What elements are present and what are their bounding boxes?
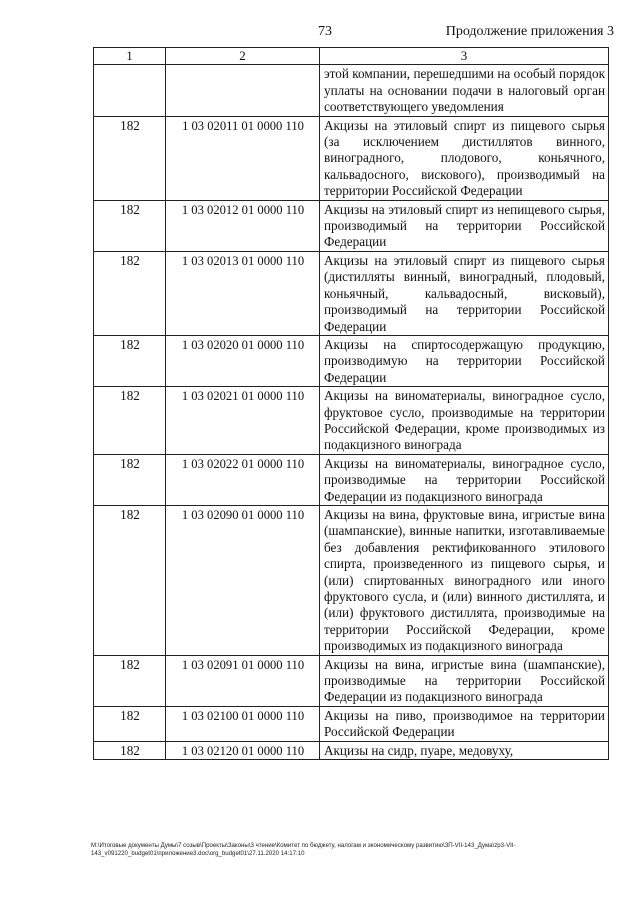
continuation-label: Продолжение приложения 3 xyxy=(445,24,614,39)
footer-line-2: 143_v091220_budget01\приложение3.doc\org_budget01\27.11.2020 14:17:10 xyxy=(91,850,305,857)
admin-code-cell: 182 xyxy=(94,706,166,741)
budget-code-cell xyxy=(166,65,320,116)
column-header-2: 2 xyxy=(166,48,320,65)
admin-code-cell: 182 xyxy=(94,741,166,759)
budget-code-cell: 1 03 02020 01 0000 110 xyxy=(166,335,320,386)
table-row xyxy=(94,116,609,200)
admin-code-cell: 182 xyxy=(94,200,166,251)
budget-code-cell: 1 03 02100 01 0000 110 xyxy=(166,706,320,741)
table-row xyxy=(94,706,609,741)
admin-code-cell: 182 xyxy=(94,335,166,386)
description-cell: Акцизы на пиво, производимое на территории Российской Федерации xyxy=(320,706,609,741)
admin-code-cell: 182 xyxy=(94,655,166,706)
table-row xyxy=(94,655,609,706)
column-header-3: 3 xyxy=(320,48,609,65)
description-cell: Акцизы на этиловый спирт из пищевого сырья (дистилляты винный, виноградный, плодовый, коньячный, кальвадосный, висковый), производимый на территории Российской Федерации xyxy=(320,251,609,335)
footer-line-1: M:\Итоговые документы Думы\7 созыв\Проекты\Законы\3 чтение\Комитет по бюджету, налогам и экономическому развитию\ЗП-VII-143_Дума\zp3-VII- xyxy=(91,842,516,849)
budget-code-cell: 1 03 02022 01 0000 110 xyxy=(166,454,320,505)
table-row xyxy=(94,335,609,386)
table-row xyxy=(94,200,609,251)
budget-code-cell: 1 03 02012 01 0000 110 xyxy=(166,200,320,251)
admin-code-cell: 182 xyxy=(94,251,166,335)
budget-code-cell: 1 03 02091 01 0000 110 xyxy=(166,655,320,706)
budget-codes-table xyxy=(93,47,609,760)
budget-code-cell: 1 03 02090 01 0000 110 xyxy=(166,505,320,655)
admin-code-cell: 182 xyxy=(94,116,166,200)
description-cell: Акцизы на виноматериалы, виноградное сусло, производимые на территории Российской Федерации из подакцизного винограда xyxy=(320,454,609,505)
budget-code-cell: 1 03 02013 01 0000 110 xyxy=(166,251,320,335)
description-cell: Акцизы на вина, игристые вина (шампанские), производимые на территории Российской Федерации из подакцизного винограда xyxy=(320,655,609,706)
description-cell: этой компании, перешедшими на особый порядок уплаты на основании подачи в налоговый орган соответствующего уведомления xyxy=(320,65,609,116)
description-cell: Акцизы на вина, фруктовые вина, игристые вина (шампанские), винные напитки, изготавливаемые без добавления ректификованного этилового спирта, произведенного из пищевого сырья, и (или) спиртованных виноградного или иного фруктового сусла, и (или) винного дистиллята, и (или) фруктового дистиллята, производимые на территории Российской Федерации, кроме производимых из подакцизного винограда xyxy=(320,505,609,655)
description-cell: Акцизы на виноматериалы, виноградное сусло, фруктовое сусло, производимые на территории Российской Федерации, кроме производимых из подакцизного винограда xyxy=(320,387,609,455)
table-row xyxy=(94,454,609,505)
description-cell: Акцизы на этиловый спирт из непищевого сырья, производимый на территории Российской Федерации xyxy=(320,200,609,251)
admin-code-cell xyxy=(94,65,166,116)
description-cell: Акцизы на сидр, пуаре, медовуху, xyxy=(320,741,609,759)
table-header-row xyxy=(94,48,609,65)
admin-code-cell: 182 xyxy=(94,387,166,455)
column-header-1: 1 xyxy=(94,48,166,65)
table-row xyxy=(94,387,609,455)
budget-code-cell: 1 03 02021 01 0000 110 xyxy=(166,387,320,455)
table-row xyxy=(94,505,609,655)
description-cell: Акцизы на спиртосодержащую продукцию, производимую на территории Российской Федерации xyxy=(320,335,609,386)
budget-code-cell: 1 03 02011 01 0000 110 xyxy=(166,116,320,200)
page-number: 73 xyxy=(318,24,332,39)
budget-code-cell: 1 03 02120 01 0000 110 xyxy=(166,741,320,759)
admin-code-cell: 182 xyxy=(94,505,166,655)
description-cell: Акцизы на этиловый спирт из пищевого сырья (за исключением дистиллятов винного, виноградного, плодового, коньячного, кальвадосного, вискового), производимый на территории Российской Федерации xyxy=(320,116,609,200)
table-row xyxy=(94,251,609,335)
table-row xyxy=(94,741,609,759)
table-row xyxy=(94,65,609,116)
document-path-footer xyxy=(91,842,611,858)
admin-code-cell: 182 xyxy=(94,454,166,505)
